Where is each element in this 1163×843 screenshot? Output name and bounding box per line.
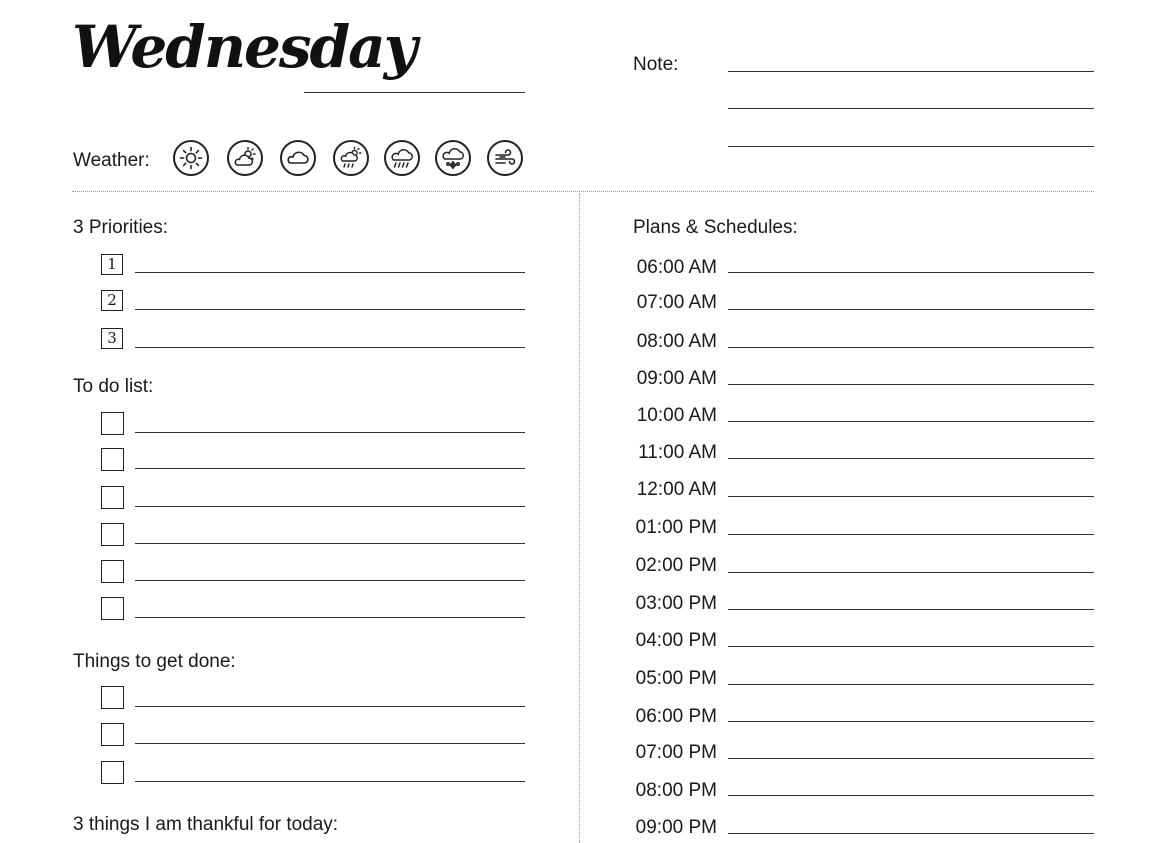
todo-line-3[interactable] <box>135 506 525 507</box>
time-slot-label: 11:00 AM <box>638 442 717 463</box>
todo-checkbox-2[interactable] <box>101 448 124 471</box>
wind-icon[interactable] <box>487 140 523 176</box>
priority-line-2[interactable] <box>135 309 525 310</box>
time-slot-label: 12:00 AM <box>636 479 717 500</box>
time-slot-line[interactable] <box>728 758 1094 759</box>
time-slot-line[interactable] <box>728 421 1094 422</box>
rain-icon[interactable] <box>384 140 420 176</box>
priority-number-1: 1 <box>101 254 123 275</box>
todo-line-6[interactable] <box>135 617 525 618</box>
sun-icon[interactable] <box>173 140 209 176</box>
time-slot-label: 03:00 PM <box>635 593 717 614</box>
time-slot-line[interactable] <box>728 534 1094 535</box>
time-slot-label: 04:00 PM <box>635 630 717 651</box>
note-line-3[interactable] <box>728 146 1094 147</box>
todo-checkbox-4[interactable] <box>101 523 124 546</box>
thankful-label: 3 things I am thankful for today: <box>73 814 339 835</box>
done-line-3[interactable] <box>135 781 525 782</box>
time-slot-line[interactable] <box>728 458 1094 459</box>
partly-sunny-icon[interactable] <box>227 140 263 176</box>
time-slot-label: 06:00 AM <box>636 257 717 278</box>
todo-checkbox-5[interactable] <box>101 560 124 583</box>
priority-number-3: 3 <box>101 328 123 349</box>
sun-rain-icon[interactable] <box>333 140 369 176</box>
snow-icon[interactable] <box>435 140 471 176</box>
time-slot-label: 10:00 AM <box>636 405 717 426</box>
time-slot-line[interactable] <box>728 347 1094 348</box>
time-slot-line[interactable] <box>728 721 1094 722</box>
things-to-get-done-label: Things to get done: <box>73 651 236 672</box>
todo-checkbox-6[interactable] <box>101 597 124 620</box>
time-slot-label: 08:00 PM <box>635 780 717 801</box>
time-slot-line[interactable] <box>728 496 1094 497</box>
priorities-label: 3 Priorities: <box>73 217 169 238</box>
time-slot-line[interactable] <box>728 684 1094 685</box>
done-line-1[interactable] <box>135 706 525 707</box>
time-slot-line[interactable] <box>728 384 1094 385</box>
todo-line-4[interactable] <box>135 543 525 544</box>
time-slot-label: 01:00 PM <box>635 517 717 538</box>
time-slot-line[interactable] <box>728 309 1094 310</box>
horizontal-divider <box>72 191 1094 192</box>
done-checkbox-3[interactable] <box>101 761 124 784</box>
done-checkbox-2[interactable] <box>101 723 124 746</box>
todo-checkbox-1[interactable] <box>101 412 124 435</box>
time-slot-label: 02:00 PM <box>635 555 717 576</box>
time-slot-line[interactable] <box>728 572 1094 573</box>
time-slot-label: 07:00 PM <box>635 742 717 763</box>
time-slot-label: 07:00 AM <box>636 292 717 313</box>
date-line[interactable] <box>304 92 525 93</box>
plans-label: Plans & Schedules: <box>633 217 798 238</box>
time-slot-label: 08:00 AM <box>636 331 717 352</box>
time-slot-line[interactable] <box>728 833 1094 834</box>
time-slot-label: 06:00 PM <box>635 706 717 727</box>
weather-label: Weather: <box>73 150 150 171</box>
cloud-icon[interactable] <box>280 140 316 176</box>
todo-line-1[interactable] <box>135 432 525 433</box>
note-line-2[interactable] <box>728 108 1094 109</box>
time-slot-line[interactable] <box>728 609 1094 610</box>
todo-label: To do list: <box>73 376 154 397</box>
todo-line-5[interactable] <box>135 580 525 581</box>
done-line-2[interactable] <box>135 743 525 744</box>
time-slot-line[interactable] <box>728 646 1094 647</box>
todo-line-2[interactable] <box>135 468 525 469</box>
priority-line-3[interactable] <box>135 347 525 348</box>
time-slot-label: 09:00 PM <box>635 817 717 838</box>
time-slot-line[interactable] <box>728 272 1094 273</box>
note-line-1[interactable] <box>728 71 1094 72</box>
vertical-divider <box>579 193 580 843</box>
priority-line-1[interactable] <box>135 272 525 273</box>
note-label: Note: <box>633 54 679 75</box>
time-slot-label: 05:00 PM <box>635 668 717 689</box>
done-checkbox-1[interactable] <box>101 686 124 709</box>
time-slot-line[interactable] <box>728 795 1094 796</box>
time-slot-label: 09:00 AM <box>636 368 717 389</box>
day-title: Wednesday <box>72 13 416 81</box>
priority-number-2: 2 <box>101 290 123 311</box>
todo-checkbox-3[interactable] <box>101 486 124 509</box>
